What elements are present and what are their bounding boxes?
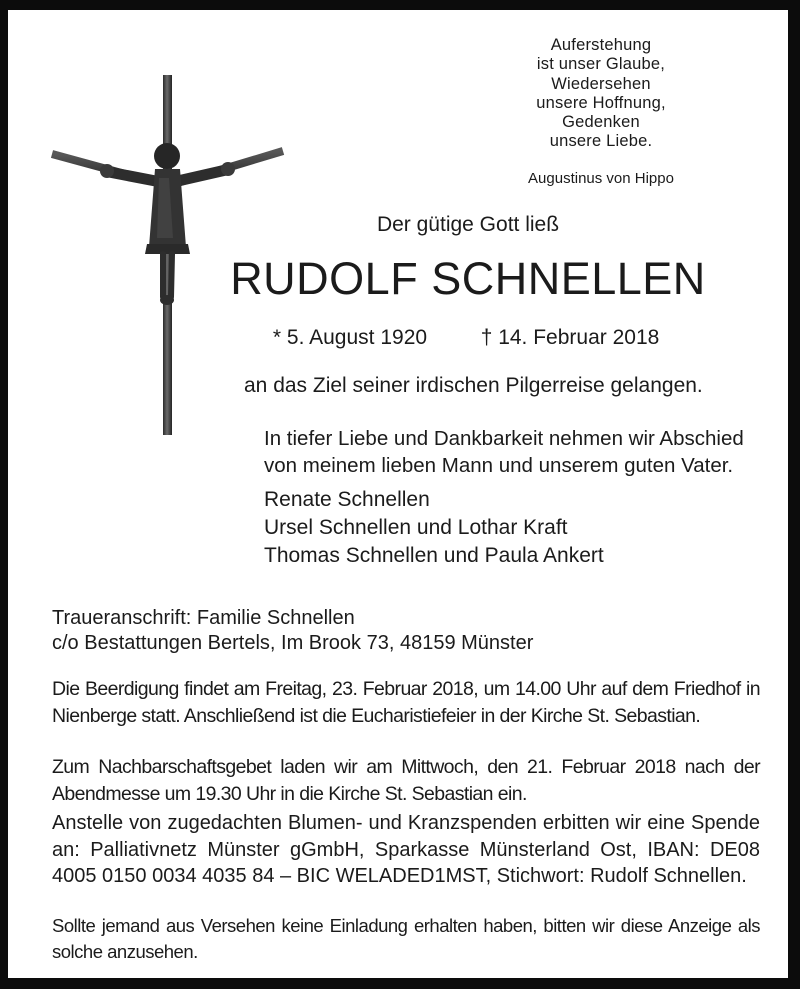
address-line: Traueranschrift: Familie Schnellen: [52, 607, 355, 629]
closing-line: an das Ziel seiner irdischen Pilgerreise gelangen.: [244, 374, 703, 397]
invitation-note-paragraph: Sollte jemand aus Versehen keine Einladung erhalten haben, bitten wir diese Anzeige als solche anzusehen.: [52, 915, 760, 962]
farewell-paragraph: In tiefer Liebe und Dankbarkeit nehmen wir Abschied von meinem lieben Mann und unserem guten Vater.: [264, 427, 744, 477]
intro-line: Der gütige Gott ließ: [376, 213, 560, 236]
quote-line: unsere Liebe.: [549, 132, 653, 151]
notice-page: [8, 10, 788, 978]
birth-date: * 5. August 1920: [272, 326, 428, 349]
burial-info-paragraph: Die Beerdigung findet am Freitag, 23. Februar 2018, um 14.00 Uhr auf dem Friedhof in Nienberge statt. Anschließend ist die Eucharistiefeier in der Kirche St. Sebastian.: [52, 678, 760, 727]
quote-line: ist unser Glaube,: [536, 55, 666, 74]
quote-line: Gedenken: [562, 113, 640, 132]
mourner-name: Renate Schnellen: [264, 488, 430, 511]
address-line: c/o Bestattungen Bertels, Im Brook 73, 48159 Münster: [52, 631, 534, 654]
mourning-address: [52, 606, 652, 655]
mourner-name: Ursel Schnellen und Lothar Kraft: [264, 516, 568, 539]
neighborhood-prayer-paragraph: Zum Nachbarschaftsgebet laden wir am Mittwoch, den 21. Februar 2018 nach der Abendmesse um 19.30 Uhr in die Kirche St. Sebastian ein.: [52, 756, 760, 805]
quote-line: Auferstehung: [550, 36, 652, 54]
quote-line: unsere Hoffnung,: [536, 93, 666, 112]
mourner-name: Thomas Schnellen und Paula Ankert: [264, 544, 604, 567]
quote-line: Wiedersehen: [551, 74, 651, 93]
quote-block: [456, 36, 746, 152]
quote-attribution: Augustinus von Hippo: [528, 170, 674, 187]
mourners-list: [264, 486, 756, 570]
deceased-name: RUDOLF SCHNELLEN: [230, 253, 706, 304]
death-date: † 14. Februar 2018: [480, 326, 660, 349]
donation-paragraph: Anstelle von zugedachten Blumen- und Kranzspenden erbitten wir eine Spende an: Palliativnetz Münster gGmbH, Sparkasse Münsterland Ost, IBAN: DE08 4005 0150 0034 4035 84 – BIC WELADED1MST, Stichwort: Rudolf Schnellen.: [52, 812, 760, 887]
